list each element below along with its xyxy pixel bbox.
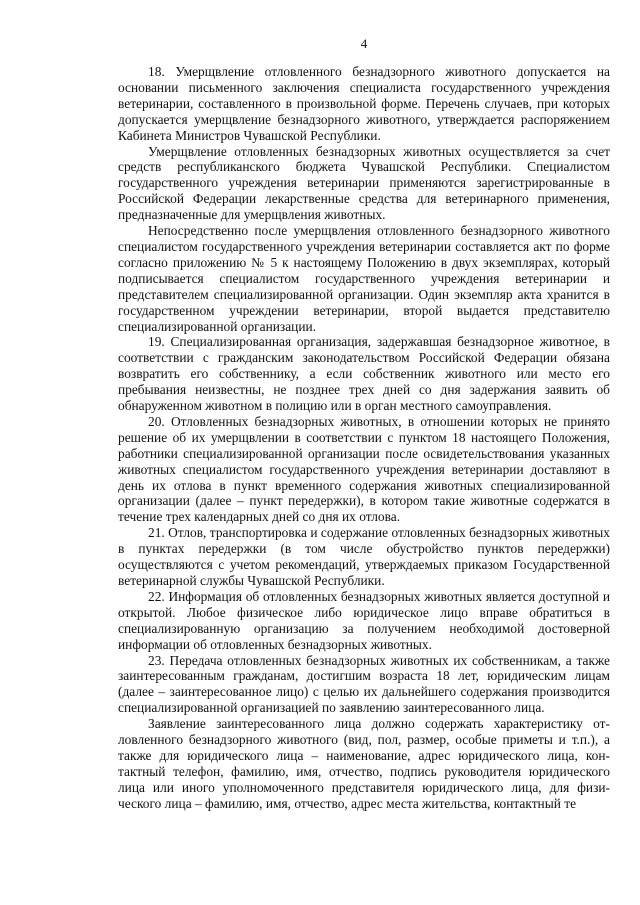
paragraph-22: 22. Информация об отловленных безнадзорных животных является доступной и открытой. Любое физическое либо юридическое лицо вправе обратиться в специализированную организацию за получением необходимой достоверной информации об отловленных безнадзорных животных. — [118, 588, 610, 652]
page-number: 4 — [360, 36, 368, 51]
paragraph-20: 20. Отловленных безнадзорных животных, в отношении которых не принято решение об их умерщвлении в соответствии с пунктом 18 настоящего Положения, работники специализированной организации после освидетельствования указанных животных специалистом государственного учреждения ветеринарии доставляют в день их отлова в пункт временного содержания животных специализированной организации (далее – пункт передержки), в котором такие животные содержатся в течение трех календарных дней со дня их отлова. — [118, 413, 610, 525]
paragraph-18: 18. Умерщвление отловленного безнадзорного животного допускается на основании письменного заключения специалиста государственного учреждения ветеринарии, составленного в произвольной форме. Перечень случаев, при которых допускается умерщвление безнадзорного животного, утверждается распоряжением Кабинета Министров Чувашской Республики. — [118, 64, 610, 143]
paragraph-19: 19. Специализированная организация, задержавшая безнадзорное животное, в соответствии с гражданским законодательством Российской Федерации обязана возвратить его собственнику, а если собственник животного или место его пребывания неизвестны, не позднее трех дней со дня задержания заявить об обнаруженном животном в полицию или в орган местного самоуправления. — [118, 334, 610, 414]
paragraph-23-application: Заявление заинтересованного лица должно содержать характеристику отловленного безнадзорного животного (вид, пол, размер, особые приметы и т.п.), а также для юридического лица – наименование, адрес юридического лица, контактный телефон, фамилию, имя, отчество, подпись руководителя юридического лица или иного уполномоченного представителя юридического лица, для физического лица – фамилию, имя, отчество, адрес места жительства, контактный те — [118, 716, 610, 811]
paragraph-21: 21. Отлов, транспортировка и содержание отловленных безнадзорных животных в пунктах передержки (в том числе обустройство пунктов передержки) осуществляются с учетом рекомендаций, утверждаемых приказом Государственной ветеринарной службы Чувашской Республики. — [118, 525, 610, 588]
paragraph-23: 23. Передача отловленных безнадзорных животных их собственникам, а также заинтересованным гражданам, достигшим возраста 18 лет, юридическим лицам (далее – заинтересованное лицо) с целью их дальнейшего содержания производится специализированной организацией по заявлению заинтересованного лица. — [118, 652, 610, 716]
paragraph-18-act: Непосредственно после умерщвления отловленного безнадзорного животного специалистом государственного учреждения ветеринарии составляется акт по форме согласно приложению № 5 к настоящему Положению в двух экземплярах, который подписывается специалистом государственного учреждения ветеринарии и представителем специализированной организации. Один экземпляр акта хранится в государственном учреждении ветеринарии, второй выдается представителю специализированной организации. — [118, 223, 610, 334]
paragraph-18-funding: Умерщвление отловленных безнадзорных животных осуществляется за счет средств республиканского бюджета Чувашской Республики. Специалистом государственного учреждения ветеринарии применяются зарегистрированные в Российской Федерации лекарственные средства для ветеринарного применения, предназначенные для умерщвления животных. — [118, 143, 610, 223]
